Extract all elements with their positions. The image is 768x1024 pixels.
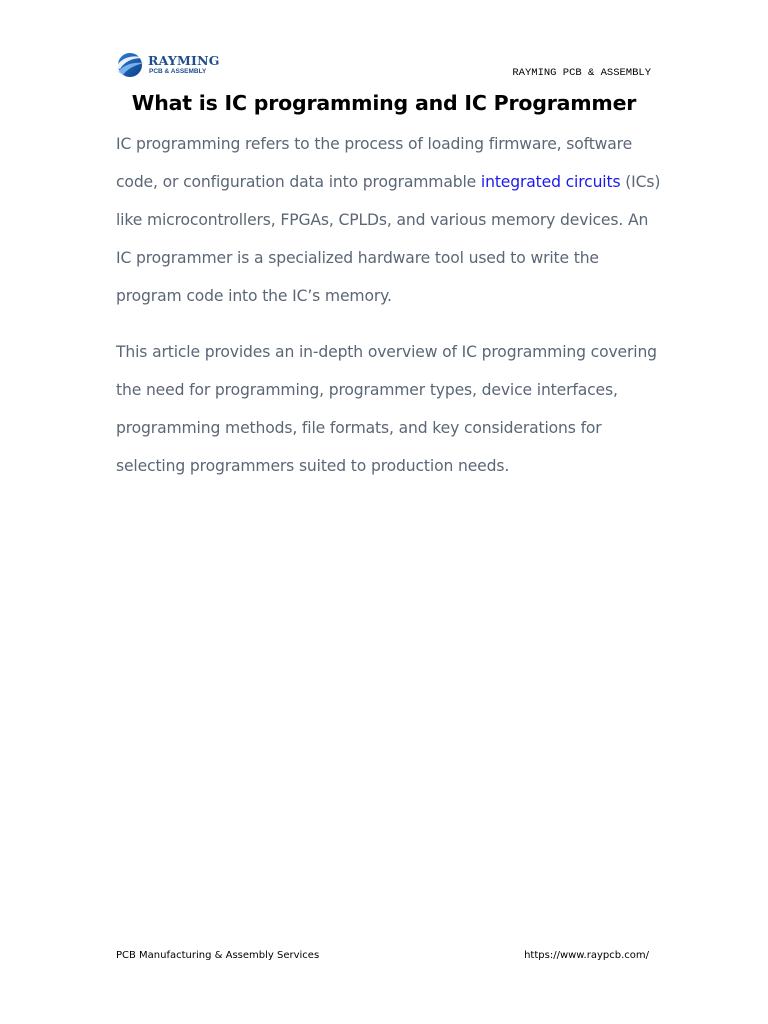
logo-tagline: PCB & ASSEMBLY	[149, 68, 207, 75]
paragraph-text: (ICs) like microcontrollers, FPGAs, CPLDs, and various memory devices. An IC programmer is a specialized hardware tool used to write the program code into the IC’s memory.	[116, 173, 661, 305]
logo-name: RAYMING	[148, 53, 220, 68]
header-company-name: RAYMING PCB & ASSEMBLY	[512, 67, 651, 79]
paragraph-overview: This article provides an in-depth overview of IC programming covering the need for programming, programmer types, device interfaces, programming methods, file formats, and key considerations for selecting programmers suited to production needs.	[116, 343, 657, 475]
footer-services-text: PCB Manufacturing & Assembly Services	[116, 950, 320, 961]
page-title: What is IC programming and IC Programmer	[131, 91, 637, 115]
integrated-circuits-link[interactable]: integrated circuits	[480, 173, 621, 191]
company-logo	[114, 50, 224, 82]
paragraph-text: IC programming refers to the process of loading firmware, software code, or configuration data into programmable	[116, 135, 633, 191]
footer-website-url: https://www.raypcb.com/	[524, 950, 649, 961]
paragraph-intro	[116, 125, 661, 315]
rayming-globe-logo-icon	[114, 50, 146, 80]
